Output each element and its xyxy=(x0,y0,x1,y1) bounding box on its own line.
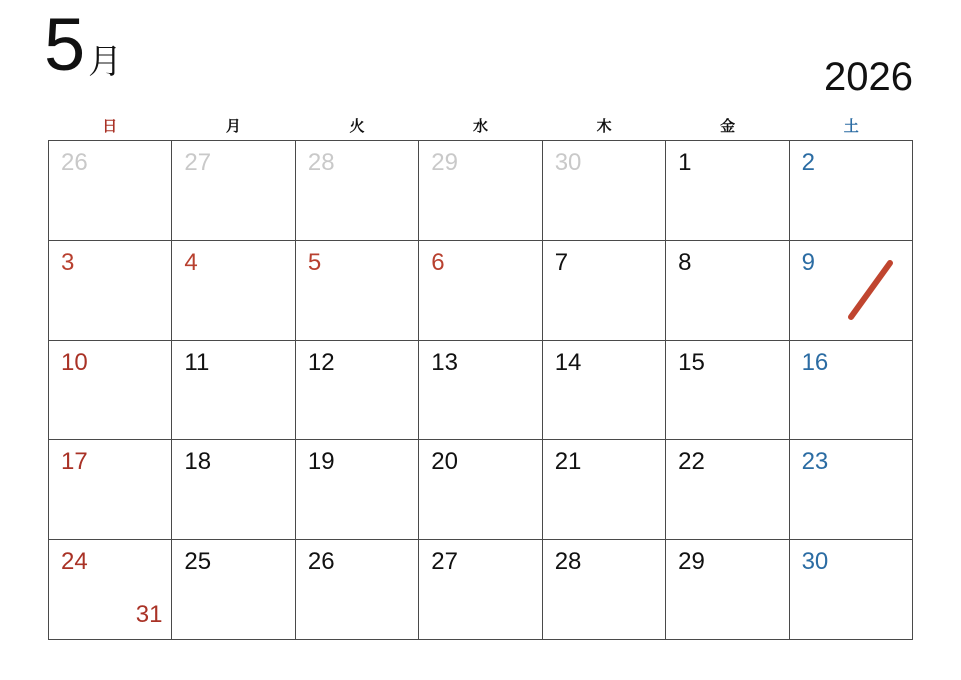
day-number: 26 xyxy=(307,548,335,576)
day-number: 5 xyxy=(307,248,322,276)
day-number: 24 xyxy=(61,548,88,576)
month-number: 5 xyxy=(44,3,85,86)
day-number: 8 xyxy=(678,248,692,276)
day-cell[interactable] xyxy=(666,341,789,441)
day-cell[interactable] xyxy=(296,341,419,441)
day-cell[interactable] xyxy=(543,141,666,241)
calendar-header xyxy=(0,0,961,112)
day-number: 20 xyxy=(431,448,458,476)
day-number: 13 xyxy=(431,348,458,376)
day-cell[interactable] xyxy=(419,341,542,441)
day-number: 15 xyxy=(678,348,705,376)
day-number: 16 xyxy=(801,348,829,376)
day-number: 4 xyxy=(184,248,198,276)
day-number: 11 xyxy=(184,348,210,376)
day-number: 12 xyxy=(307,348,335,376)
day-cell[interactable] xyxy=(49,341,172,441)
day-cell[interactable] xyxy=(49,540,172,640)
day-cell[interactable] xyxy=(543,241,666,341)
day-cell[interactable] xyxy=(543,440,666,540)
day-number-overflow: 31 xyxy=(135,601,163,629)
weekday-header-thu: 木 xyxy=(596,117,612,135)
day-number: 18 xyxy=(184,448,212,476)
day-cell[interactable] xyxy=(419,241,542,341)
day-cell[interactable] xyxy=(666,540,789,640)
day-number: 3 xyxy=(61,248,75,276)
day-number: 1 xyxy=(678,149,692,176)
day-number: 9 xyxy=(801,248,815,276)
day-number: 17 xyxy=(61,448,88,476)
day-number: 30 xyxy=(554,149,582,176)
weekday-header-row xyxy=(48,112,913,138)
weekday-header-fri: 金 xyxy=(720,117,736,135)
day-cell[interactable] xyxy=(296,141,419,241)
day-cell[interactable] xyxy=(172,141,295,241)
day-number: 29 xyxy=(431,149,458,176)
day-cell[interactable] xyxy=(296,440,419,540)
day-cell[interactable] xyxy=(790,341,913,441)
day-number: 19 xyxy=(307,448,335,476)
day-cell[interactable] xyxy=(666,440,789,540)
day-cell[interactable] xyxy=(790,241,913,341)
weekday-header-tue: 火 xyxy=(349,117,365,135)
day-number: 27 xyxy=(184,149,212,176)
day-number: 28 xyxy=(554,548,582,576)
day-number: 2 xyxy=(801,149,815,176)
weekday-header-mon: 月 xyxy=(225,117,241,135)
calendar-grid xyxy=(48,140,913,640)
day-number: 27 xyxy=(431,548,458,576)
day-cell[interactable] xyxy=(49,241,172,341)
day-number: 22 xyxy=(678,448,705,476)
day-cell[interactable] xyxy=(666,241,789,341)
day-cell[interactable] xyxy=(419,141,542,241)
day-cell[interactable] xyxy=(790,540,913,640)
day-number: 21 xyxy=(554,448,582,476)
day-cell[interactable] xyxy=(49,141,172,241)
day-cell[interactable] xyxy=(296,540,419,640)
day-cell[interactable] xyxy=(172,440,295,540)
weekday-header-sun: 日 xyxy=(102,117,118,135)
day-number: 6 xyxy=(431,248,445,276)
day-cell[interactable] xyxy=(172,241,295,341)
day-cell[interactable] xyxy=(790,440,913,540)
year-label: 2026 xyxy=(824,55,913,99)
day-cell[interactable] xyxy=(49,440,172,540)
day-number: 26 xyxy=(61,149,88,176)
handwritten-stroke-icon xyxy=(838,251,898,331)
day-cell[interactable] xyxy=(543,341,666,441)
day-number: 30 xyxy=(801,548,829,576)
day-number: 7 xyxy=(554,248,569,276)
day-cell[interactable] xyxy=(543,540,666,640)
day-number: 28 xyxy=(307,149,335,176)
day-number: 14 xyxy=(554,348,582,376)
weekday-header-sat: 土 xyxy=(843,117,859,135)
day-cell[interactable] xyxy=(666,141,789,241)
day-number: 29 xyxy=(678,548,705,576)
day-cell[interactable] xyxy=(790,141,913,241)
weekday-header-wed: 水 xyxy=(473,117,489,135)
day-cell[interactable] xyxy=(172,540,295,640)
day-cell[interactable] xyxy=(172,341,295,441)
day-cell[interactable] xyxy=(296,241,419,341)
day-cell[interactable] xyxy=(419,440,542,540)
day-number: 25 xyxy=(184,548,212,576)
day-number: 10 xyxy=(61,348,88,376)
day-cell[interactable] xyxy=(419,540,542,640)
month-unit-label: 月 xyxy=(88,43,123,81)
month-title xyxy=(44,3,123,86)
day-number: 23 xyxy=(801,448,829,476)
